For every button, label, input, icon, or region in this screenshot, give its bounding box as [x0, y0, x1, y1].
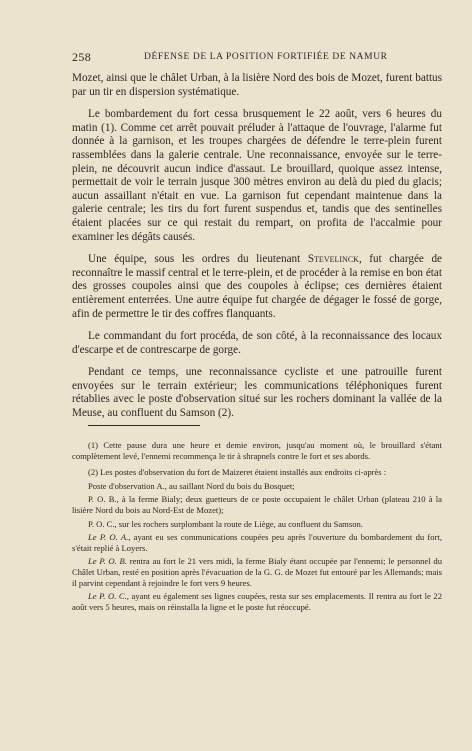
paragraph-4: Le commandant du fort procéda, de son côté, à la reconnaissance des locaux d'escarpe et de contrescarpe de gorge. — [72, 330, 442, 356]
footnote-2-item-b: P. O. B., à la ferme Bialy; deux guetteurs de ce poste occupaient le châlet Urban (plateau 210 à la lisière Nord du bois au Nord-Est de Mozet); — [72, 494, 442, 515]
main-text — [72, 72, 442, 430]
pob-text: rentra au fort le 21 vers midi, la ferme Bialy étant occupée par l'ennemi; le personnel du Châlet Urban, resté en position après l'évacuation de la G. G. de Mozet fut entouré par les Allemands; mais il parvint cependant à rejoindre le fort vers 9 heures. — [72, 556, 442, 588]
poc-label: Le P. O. C., — [88, 591, 129, 602]
footnote-2-poa — [72, 532, 442, 553]
footnotes — [72, 440, 442, 615]
paragraph-3 — [72, 253, 442, 321]
footnote-1: (1) Cette pause dura une heure et demie environ, jusqu'au moment où, le brouillard s'étant complètement levé, l'ennemi recommença le tir à shrapnels contre le fort et ses abords. — [72, 440, 442, 461]
paragraph-3-end: , fut chargée de reconnaître le massif central et le terre-plein, et de procéder à la remise en bon état des grosses coupoles ainsi que des coupoles à éclipse; ces dernières étaient entièrement enterrées. Une autre équipe fut chargée de dégager le fossé de gorge, afin de permettre le tir des coffres flanquants. — [72, 253, 443, 320]
paragraph-1: Mozet, ainsi que le châlet Urban, à la lisière Nord des bois de Mozet, furent battus par un tir en dispersion systématique. — [72, 72, 442, 98]
footnote-2-item-a: Poste d'observation A., au saillant Nord du bois du Bosquet; — [88, 480, 295, 491]
poc-text: ayant eu également ses lignes coupées, resta sur ses emplacements. Il rentra au fort le 22 août vers 5 heures, mais on réinstalla la ligne et le poste fut réoccupé. — [72, 591, 442, 612]
footnote-divider — [88, 425, 200, 426]
running-title: DÉFENSE DE LA POSITION FORTIFIÉE DE NAMUR — [144, 52, 388, 62]
footnote-2-pob — [72, 556, 442, 588]
paragraph-3-start: Une équipe, sous les ordres du lieutenant — [88, 253, 308, 266]
pob-label: Le P. O. B. — [88, 556, 127, 567]
paragraph-5: Pendant ce temps, une reconnaissance cycliste et une patrouille furent envoyées sur le terrain extérieur; les communications téléphoniques furent rétablies avec le poste d'observation situé sur les rochers dominant la vallée de la Meuse, au confluent du Samson (2). — [72, 366, 442, 420]
lieutenant-name: Stevelinck — [307, 253, 359, 266]
paragraph-2: Le bombardement du fort cessa brusquement le 22 août, vers 6 heures du matin (1). Comme cet arrêt pouvait préluder à l'attaque de l'ouvrage, l'alarme fut donnée à la garnison, et les troupes chargées de défendre le terre-plein furent rassemblées dans la galerie centrale. Une reconnaissance, envoyée sur le terre-plein, ne découvrit aucun indice d'assaut. Le brouillard, quoique assez intense, permettait de voir le terrain jusque 300 mètres environ au delà du pied du glacis; aucun assaillant n'était en vue. La garnison fut cependant maintenue dans la galerie centrale; les tirs du fort furent suspendus et, tandis que des sentinelles étaient placées sur ce qui restait du rempart, on profita de l'accalmie pour examiner les dégâts causés. — [72, 108, 442, 243]
poa-label: Le P. O. A., — [88, 532, 131, 543]
poa-text: ayant eu ses communications coupées peu après l'ouverture du bombardement du fort, s'était replié à Loyers. — [72, 532, 442, 553]
footnote-2-poc — [72, 591, 442, 612]
footnote-2: (2) Les postes d'observation du fort de Maizeret étaient installés aux endroits ci-après : — [88, 467, 387, 478]
footnote-2-item-c: P. O. C., sur les rochers surplombant la route de Liège, au confluent du Samson. — [88, 518, 363, 529]
page-number: 258 — [72, 50, 92, 64]
